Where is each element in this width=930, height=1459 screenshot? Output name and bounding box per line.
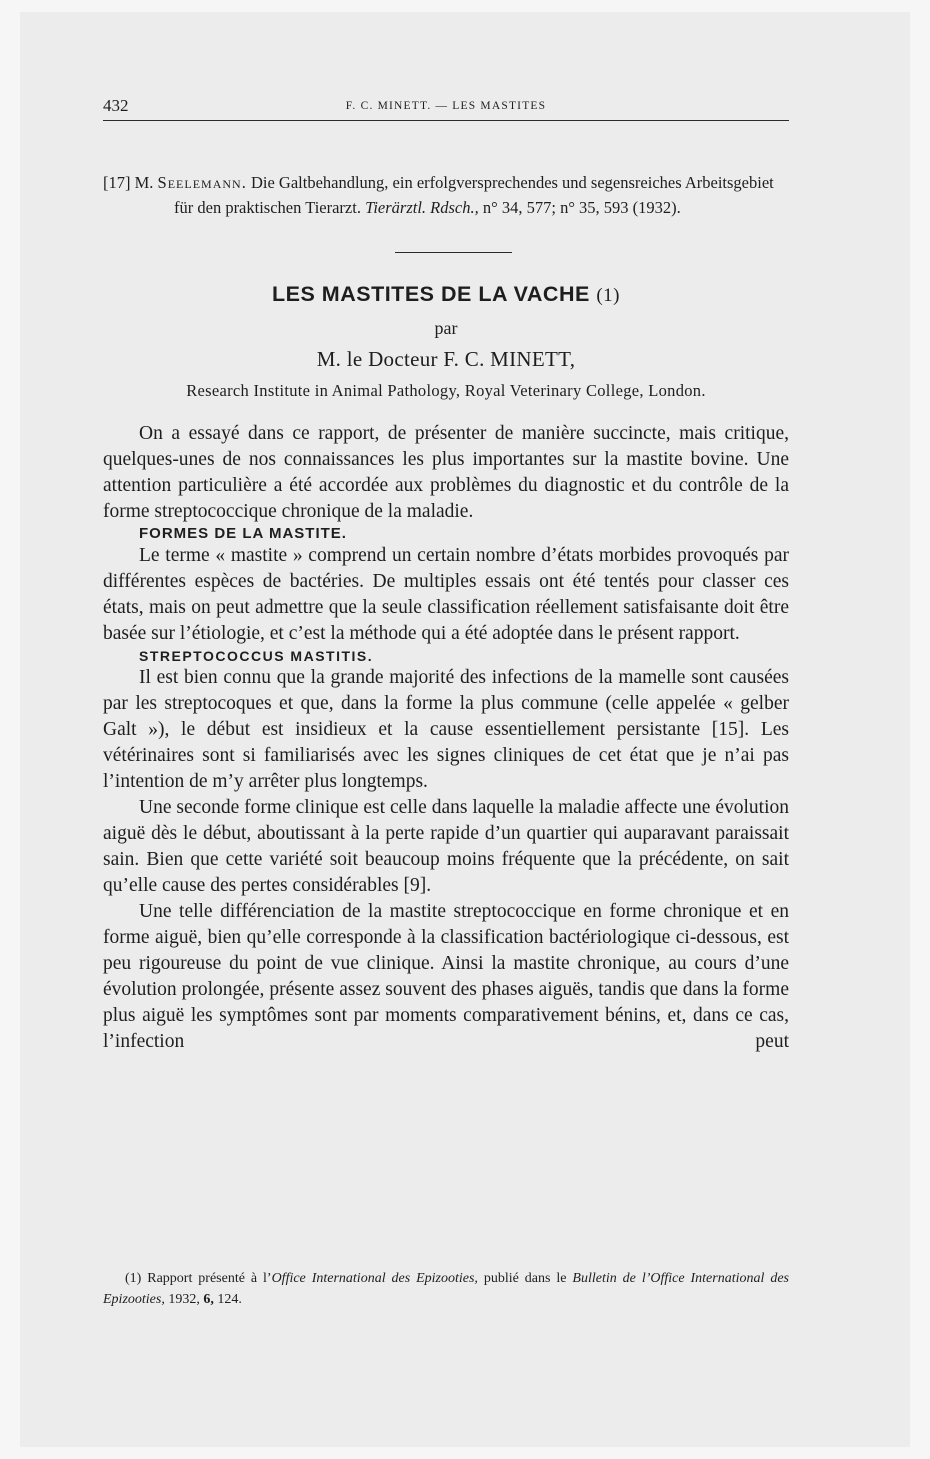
section-heading-streptococcus: STREPTOCOCCUS MASTITIS. bbox=[139, 648, 374, 664]
streptococcus-paragraph-3: Une telle différenciation de la mastite streptococcique en forme chronique et en forme aiguë, bien qu’elle corresponde à la classification bactériologique ci-dessous, est peu rigoureuse du point de vue clinique. Ainsi la mastite chronique, au cours d’une évolution prolongée, présente assez souvent des phases aiguës, tandis que dans la forme plus aiguë les symptômes sont par moments comparativement bénins, et, dans ce cas, l’infection peut bbox=[103, 901, 789, 1052]
author-affiliation: Research Institute in Animal Pathology, Royal Veterinary College, London. bbox=[186, 381, 706, 400]
streptococcus-paragraph-1: Il est bien connu que la grande majorité des infections de la mamelle sont causées par les streptocoques et que, dans la forme la plus commune (celle appelée « gelber Galt »), le début est insidieux et la cause essentiellement persistante [15]. Les vétérinaires sont si familiarisés avec les signes cliniques de cet état que je n’ai pas l’intention de m’y arrêter plus longtemps. bbox=[103, 667, 789, 792]
streptococcus-paragraph-2: Une seconde forme clinique est celle dans laquelle la maladie affecte une évolution aiguë dès le début, aboutissant à la perte rapide d’un quartier qui auparavant paraissait sain. Bien que cette variété soit beaucoup moins fréquente que la précédente, on sait qu’elle cause des pertes considérables [9]. bbox=[103, 797, 789, 896]
article-title: LES MASTITES DE LA VACHE (1) bbox=[272, 282, 620, 306]
article-body bbox=[103, 421, 789, 1055]
section-heading-forms: FORMES DE LA MASTITE. bbox=[139, 525, 347, 542]
page-header bbox=[103, 96, 789, 121]
intro-paragraph: On a essayé dans ce rapport, de présenter de manière succincte, mais critique, quelques-unes de nos connaissances les plus importantes sur la mastite bovine. Une attention particulière a été accordée aux problèmes du diagnostic et du contrôle de la forme streptococcique chronique de la maladie. bbox=[103, 423, 789, 522]
by-line: par bbox=[434, 318, 458, 338]
footnote-text: (1) Rapport présenté à l’Office International des Epizooties, publié dans le Bulletin de l’Office International des Epizooties, 1932, 6, 124. bbox=[103, 1271, 789, 1307]
forms-paragraph: Le terme « mastite » comprend un certain nombre d’états morbides provoqués par différentes espèces de bactéries. De multiples essais ont été tentés pour classer ces états, mais on peut admettre que la seule classification réellement satisfaisante doit être basée sur l’étiologie, et c’est la méthode qui a été adoptée dans le présent rapport. bbox=[103, 545, 789, 644]
footnote bbox=[103, 1268, 789, 1310]
reference-journal: Tierärztl. Rdsch., bbox=[365, 198, 479, 217]
title-footnote-mark: (1) bbox=[596, 285, 620, 306]
running-head: F. C. MINETT. — LES MASTITES bbox=[345, 100, 547, 112]
page-number: 432 bbox=[103, 96, 129, 115]
reference-author: Seelemann. bbox=[157, 173, 247, 192]
reference-entry: [17] M. Seelemann. Die Galtbehandlung, ein erfolgversprechendes und segensreiches Arbeitsgebiet für den praktischen Tierarzt. Tierärztl. Rdsch., n° 34, 577; n° 35, 593 (1932). bbox=[103, 173, 774, 217]
author-name: M. le Docteur F. C. MINETT, bbox=[316, 347, 576, 371]
reference-17 bbox=[103, 170, 789, 220]
separator-rule bbox=[395, 252, 512, 253]
